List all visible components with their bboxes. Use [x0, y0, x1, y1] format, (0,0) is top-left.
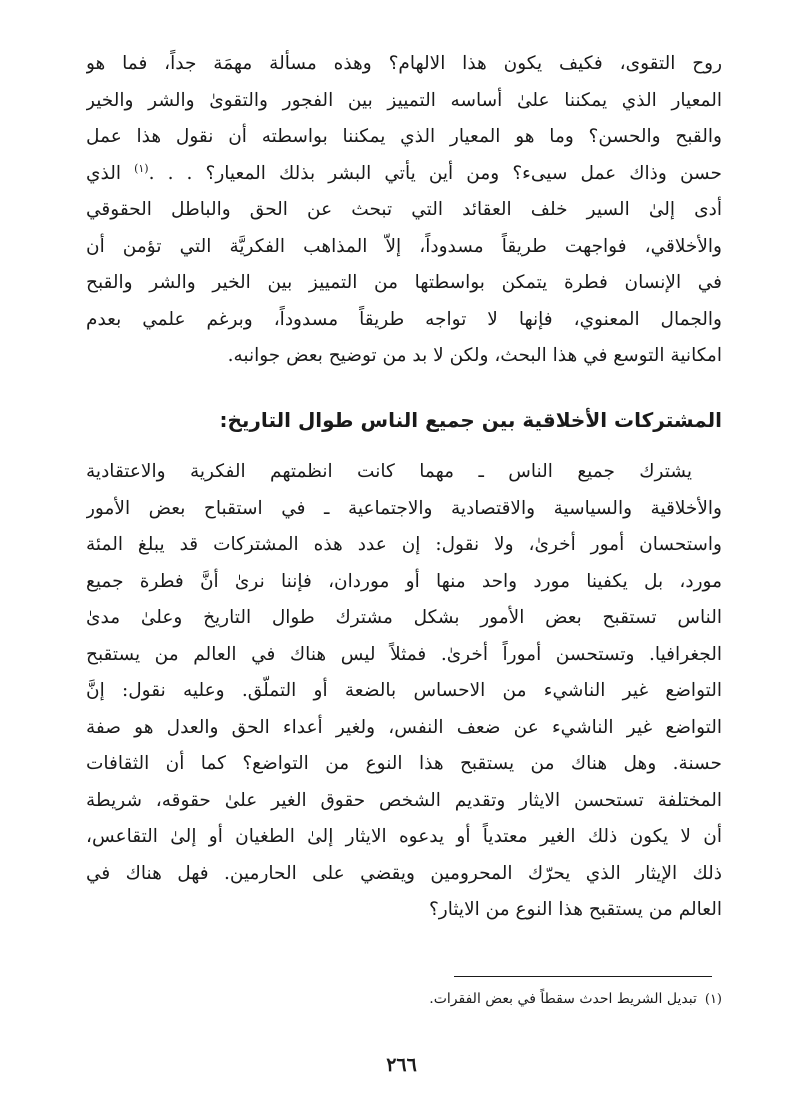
- paragraph-1-line: أدى إلىٰ السير خلف العقائد التي تبحث عن الحق والباطل الحقوقي: [86, 199, 722, 220]
- paragraph-2-line: الناس تستقبح بعض الأمور بشكل مشترك طوال التاريخ وعلىٰ مدىٰ: [86, 607, 722, 628]
- footnote: [300, 988, 722, 1011]
- paragraph-2-line: التواضع غير الناشيء عن ضعف النفس، ولغير أعداء الحق والعدل هو صفة: [86, 716, 722, 738]
- footnote-text: تبديل الشريط احدث سقطاً في بعض الفقرات.: [429, 991, 697, 1007]
- paragraph-1: [86, 46, 722, 375]
- paragraph-1-line-with-footnote: [86, 156, 722, 193]
- paragraph-2-line: مورد، بل يكفينا مورد واحد منها أو موردان، فإننا نرىٰ أنَّ فطرة جميع: [86, 570, 722, 592]
- footnote-reference: (١): [134, 161, 149, 175]
- paragraph-2: [86, 454, 722, 929]
- paragraph-1-line: والقبح والحسن؟ وما هو المعيار الذي يمكننا بواسطته أن نقول هذا عمل: [86, 126, 722, 147]
- paragraph-1-line-text: حسن وذاك عمل سيىء؟ ومن أين يأتي البشر بذلك المعيار؟ . . .: [148, 162, 722, 184]
- footnote-divider: [454, 976, 712, 977]
- paragraph-1-line: والأخلاقي، فواجهت طريقاً مسدوداً، إلاّ المذاهب الفكريَّة التي تؤمن أن: [86, 235, 722, 257]
- paragraph-2-line: حسنة. وهل هناك من يستقبح هذا النوع من التواضع؟ كما أن الثقافات: [86, 753, 722, 774]
- paragraph-2-line: واستحسان أمور أخرىٰ، ولا نقول: إن عدد هذه المشتركات قد يبلغ المئة: [86, 534, 722, 555]
- paragraph-2-line: العالم من يستقبح هذا النوع من الايثار؟: [428, 899, 722, 920]
- paragraph-1-line: في الإنسان فطرة يتمكن بواسطتها من التمييز بين الخير والشر والقبح: [86, 272, 722, 293]
- paragraph-1-line: المعيار الذي يمكننا علىٰ أساسه التمييز بين الفجور والتقوىٰ والشر والخير: [86, 89, 722, 111]
- paragraph-2-line: التواضع غير الناشيء من الاحساس بالضعة أو التملّق. وعليه نقول: إنَّ: [86, 680, 722, 701]
- paragraph-2-line: ذلك الإيثار الذي يحرّك المحرومين ويقضي على الحارمين. فهل هناك في: [86, 862, 722, 884]
- page-number: ٢٦٦: [386, 1054, 417, 1076]
- paragraph-2-line: المختلفة تستحسن الايثار وتقديم الشخص حقوق الغير علىٰ حقوقه، شريطة: [86, 789, 722, 811]
- paragraph-1-line: والجمال المعنوي، فإنها لا تواجه طريقاً مسدوداً، وبرغم علمي بعدم: [86, 308, 722, 330]
- paragraph-2-line: يشترك جميع الناس ـ مهما كانت انظمتهم الفكرية والاعتقادية: [86, 461, 692, 482]
- paragraph-1-line: امكانية التوسع في هذا البحث، ولكن لا بد من توضيح بعض جوانبه.: [227, 345, 722, 366]
- paragraph-2-line: الجغرافيا. وتستحسن أموراً أخرىٰ. فمثلاً ليس هناك في العالم من يستقبح: [86, 643, 722, 665]
- paragraph-2-line: والأخلاقية والسياسية والاقتصادية والاجتماعية ـ في استقباح بعض الأمور: [86, 497, 722, 519]
- section-heading: المشتركات الأخلاقية بين جميع الناس طوال التاريخ:: [219, 408, 722, 432]
- paragraph-1-line: روح التقوى، فكيف يكون هذا الالهام؟ وهذه مسألة مهمَة جداً، فما هو: [86, 53, 722, 74]
- footnote-marker: (١): [704, 992, 722, 1007]
- paragraph-1-line-tail: الذي: [86, 162, 121, 184]
- paragraph-2-line: أن لا يكون ذلك الغير معتدياً أو يدعوه الايثار إلىٰ الطغيان أو إلىٰ التقاعس،: [86, 826, 722, 847]
